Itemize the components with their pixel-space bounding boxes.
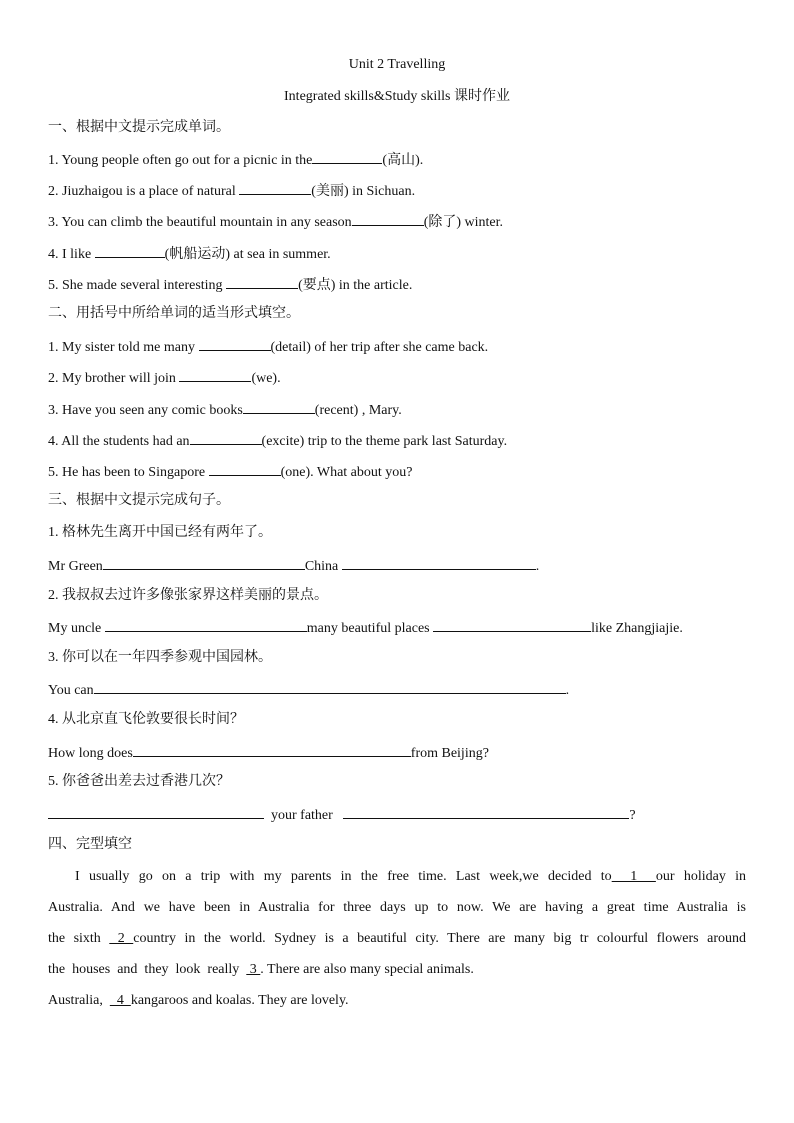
- s2-q1-text: 1. My sister told me many: [48, 340, 199, 355]
- s3-question-3: [48, 680, 746, 700]
- cloze-line-5: [48, 992, 746, 1010]
- s2-q4-text: 4. All the students had an: [48, 434, 190, 449]
- cloze-l1-text: I usually go on a trip with my parents in the free time. Last week,we decided to: [75, 869, 612, 884]
- section3-heading: 三、根据中文提示完成句子。: [48, 493, 230, 508]
- s3-q2-blank-2[interactable]: [433, 618, 591, 632]
- s1-q4-text: 4. I like: [48, 247, 95, 262]
- s2-question-5: [48, 462, 746, 482]
- s1-q5-blank[interactable]: [226, 275, 298, 289]
- s3-q1-text-mid: China: [304, 559, 342, 574]
- s1-q1-hint: (高山).: [382, 153, 424, 168]
- s3-q1-chinese: 1. 格林先生离开中国已经有两年了。: [48, 525, 272, 540]
- s3-q4-chinese: 4. 从北京直飞伦敦要很长时间？: [48, 712, 244, 727]
- s1-q4-blank[interactable]: [95, 244, 165, 258]
- cloze-line-4: [48, 961, 746, 979]
- s3-q5-text-mid: your father: [264, 808, 344, 823]
- s3-q4-blank[interactable]: [133, 743, 411, 757]
- s3-q1-blank-1[interactable]: [103, 556, 305, 570]
- s3-q2-text-end: like Zhangjiajie.: [591, 621, 683, 636]
- cloze-blank-2[interactable]: 2: [109, 931, 134, 946]
- s2-q3-text: 3. Have you seen any comic books: [48, 403, 243, 418]
- cloze-l1-text-end: our holiday in: [655, 869, 747, 884]
- s3-q2-blank-1[interactable]: [105, 618, 307, 632]
- cloze-blank-3[interactable]: 3: [246, 962, 261, 977]
- s2-q4-text-end: (excite) trip to the theme park last Saturday.: [261, 434, 508, 449]
- s3-q3-chinese: 3. 你可以在一年四季参观中国园林。: [48, 650, 272, 665]
- s3-q3-text-end: .: [565, 683, 570, 698]
- s2-q5-blank[interactable]: [209, 462, 281, 476]
- s2-q5-text-end: (one). What about you?: [280, 465, 413, 480]
- s2-q4-blank[interactable]: [190, 431, 262, 445]
- section2-heading: 二、用括号中所给单词的适当形式填空。: [48, 306, 300, 321]
- s1-q4-hint: (帆船运动) at sea in summer.: [164, 247, 331, 262]
- s3-q2-chinese: 2. 我叔叔去过许多像张家界这样美丽的景点。: [48, 588, 328, 603]
- s1-q3-blank[interactable]: [352, 212, 424, 226]
- s3-question-1: [48, 556, 746, 576]
- s3-q3-text: You can: [48, 683, 94, 698]
- s2-question-2: [48, 368, 746, 388]
- s1-q5-text: 5. She made several interesting: [48, 278, 227, 293]
- section4-heading: 四、完型填空: [48, 837, 132, 852]
- s3-q3-blank[interactable]: [94, 680, 566, 694]
- s2-question-4: [48, 431, 746, 451]
- s1-question-5: [48, 275, 746, 295]
- s2-q1-text-end: (detail) of her trip after she came back.: [270, 340, 489, 355]
- s1-question-2: [48, 181, 746, 201]
- s1-q2-hint: (美丽) in Sichuan.: [311, 184, 416, 199]
- s1-question-1: [48, 150, 746, 170]
- s1-q2-text: 2. Jiuzhaigou is a place of natural: [48, 184, 240, 199]
- s1-q2-blank[interactable]: [239, 181, 311, 195]
- cloze-l3-text-end: country in the world. Sydney is a beautiful city. There are many big tr colourful flowers around: [133, 931, 746, 946]
- s2-q2-text: 2. My brother will join: [48, 371, 180, 386]
- s2-question-1: [48, 337, 746, 357]
- s1-q3-hint: (除了) winter.: [423, 215, 504, 230]
- s3-question-2: [48, 618, 746, 638]
- s2-q5-text: 5. He has been to Singapore: [48, 465, 209, 480]
- s3-q5-blank-1[interactable]: [48, 805, 264, 819]
- cloze-l5-text: Australia,: [48, 993, 110, 1008]
- s1-q5-hint: (要点) in the article.: [298, 278, 413, 293]
- s3-q1-text: Mr Green: [48, 559, 103, 574]
- s3-q1-blank-2[interactable]: [342, 556, 536, 570]
- cloze-line-3: [48, 930, 746, 948]
- s1-question-3: [48, 212, 746, 232]
- s1-q1-text: 1. Young people often go out for a picnic in the: [48, 153, 313, 168]
- s2-q2-blank[interactable]: [179, 368, 251, 382]
- s1-question-4: [48, 244, 746, 264]
- s1-q1-blank[interactable]: [312, 150, 382, 164]
- section1-heading: 一、根据中文提示完成单词。: [48, 120, 230, 135]
- cloze-l4-text-end: . There are also many special animals.: [260, 962, 474, 977]
- s3-q4-text-end: from Beijing?: [410, 746, 489, 761]
- cloze-line-1: [48, 868, 746, 886]
- page-subtitle: Integrated skills&Study skills 课时作业: [284, 89, 510, 104]
- s1-q3-text: 3. You can climb the beautiful mountain in any season: [48, 215, 352, 230]
- s3-q2-text: My uncle: [48, 621, 105, 636]
- s3-q5-text-end: ?: [629, 808, 636, 823]
- s3-q2-text-mid: many beautiful places: [306, 621, 434, 636]
- cloze-l3-text: the sixth: [48, 931, 110, 946]
- s3-question-5: [48, 805, 746, 825]
- page-title: Unit 2 Travelling: [348, 57, 446, 72]
- cloze-l5-text-end: kangaroos and koalas. They are lovely.: [130, 993, 349, 1008]
- s2-q2-text-end: (we).: [251, 371, 281, 386]
- cloze-line-2: Australia. And we have been in Australia for three days up to now. We are having a great time Australia is: [48, 900, 746, 915]
- s3-question-4: [48, 743, 746, 763]
- s2-question-3: [48, 400, 746, 420]
- s2-q3-blank[interactable]: [243, 400, 315, 414]
- s3-q4-text: How long does: [48, 746, 133, 761]
- s3-q1-text-end: .: [535, 559, 540, 574]
- s2-q1-blank[interactable]: [199, 337, 271, 351]
- s2-q3-text-end: (recent) , Mary.: [314, 403, 402, 418]
- cloze-blank-4[interactable]: 4: [109, 993, 131, 1008]
- cloze-l4-text: the houses and they look really: [48, 962, 247, 977]
- s3-q5-chinese: 5. 你爸爸出差去过香港几次？: [48, 774, 230, 789]
- cloze-blank-1[interactable]: 1: [611, 869, 656, 884]
- s3-q5-blank-2[interactable]: [343, 805, 629, 819]
